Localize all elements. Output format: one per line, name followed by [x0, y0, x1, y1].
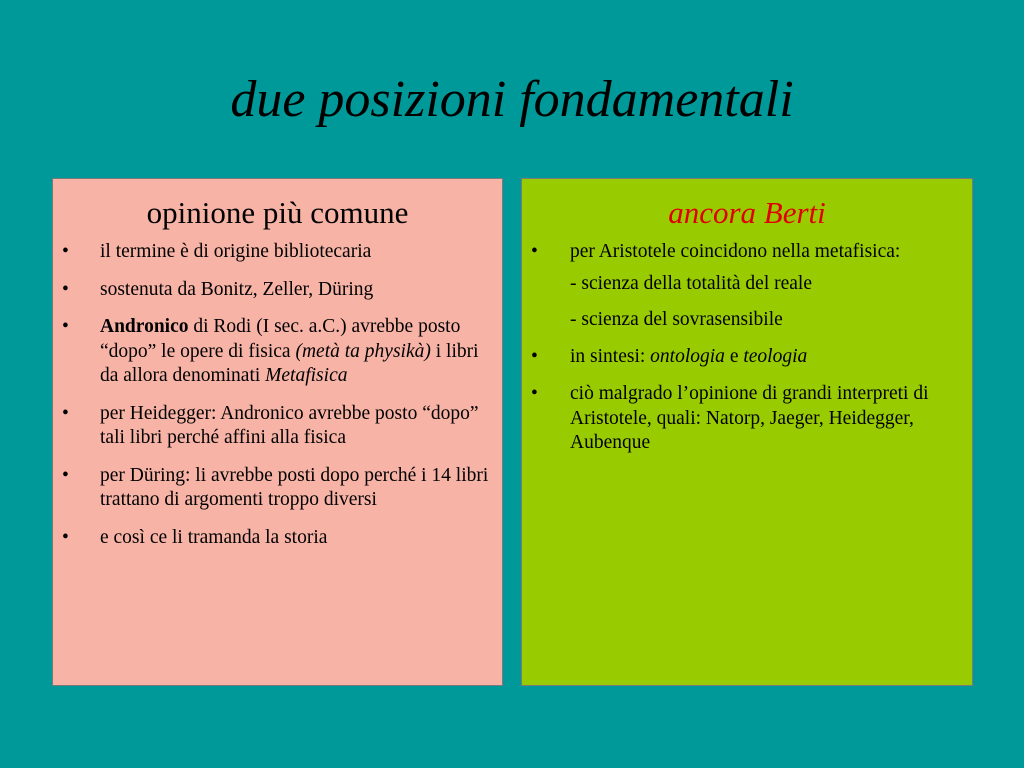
list-item	[53, 315, 502, 389]
italic-term: Metafisica	[265, 365, 348, 386]
bullet-icon: •	[531, 241, 538, 262]
sub-item	[522, 272, 972, 297]
bold-term: Andronico	[100, 316, 189, 337]
list-item	[522, 382, 972, 456]
bullet-icon: •	[62, 402, 69, 424]
right-panel-heading: ancora Berti	[668, 195, 826, 230]
bullet-icon: •	[531, 345, 538, 367]
bullet-icon: •	[531, 383, 538, 404]
list-item	[53, 464, 502, 513]
bullet-text: e	[724, 345, 744, 367]
list-item	[53, 240, 502, 265]
bullet-text: per Aristotele coincidono nella metafisica:	[570, 241, 901, 262]
italic-term: (metà ta physikà)	[295, 340, 431, 362]
left-panel	[52, 178, 503, 686]
bullet-text: in sintesi:	[570, 345, 651, 367]
left-bullet-list	[53, 240, 502, 550]
bullet-text: per Düring: li avrebbe posti dopo perché i 14 libri trattano di argomenti troppo diversi	[100, 464, 489, 510]
list-item	[53, 402, 502, 451]
bullet-icon: •	[62, 241, 69, 262]
bullet-text: i libri da allora denominati	[100, 340, 479, 386]
sub-item-text: - scienza del sovrasensibile	[570, 309, 783, 330]
bullet-text: sostenuta da Bonitz, Zeller, Düring	[100, 278, 374, 300]
bullet-text: per Heidegger: Andronico avrebbe posto “dopo” tali libri perché affini alla fisica	[100, 402, 479, 448]
bullet-text: il termine è di origine bibliotecaria	[100, 241, 372, 262]
sub-item	[522, 308, 972, 333]
right-bullet-list	[522, 240, 972, 456]
list-item	[522, 240, 972, 265]
bullet-text: e così ce li tramanda la storia	[100, 526, 328, 548]
italic-term: ontologia	[650, 345, 725, 367]
list-item	[522, 345, 972, 370]
bullet-text: di Rodi (I sec. a.C.) avrebbe posto “dopo” le opere di fisica	[100, 316, 461, 362]
bullet-text: ciò malgrado l’opinione di grandi interpreti di Aristotele, quali: Natorp, Jaeger, Heidegger, Aubenque	[570, 383, 929, 453]
list-item	[53, 278, 502, 303]
slide-title: due posizioni fondamentali	[230, 71, 794, 128]
sub-item-text: - scienza della totalità del reale	[570, 272, 812, 294]
bullet-icon: •	[62, 464, 69, 486]
bullet-icon: •	[62, 526, 69, 548]
list-item	[53, 526, 502, 551]
bullet-icon: •	[62, 316, 69, 337]
italic-term: teologia	[743, 345, 808, 367]
left-panel-heading: opinione più comune	[146, 195, 409, 230]
right-panel	[521, 178, 973, 686]
bullet-icon: •	[62, 278, 69, 300]
